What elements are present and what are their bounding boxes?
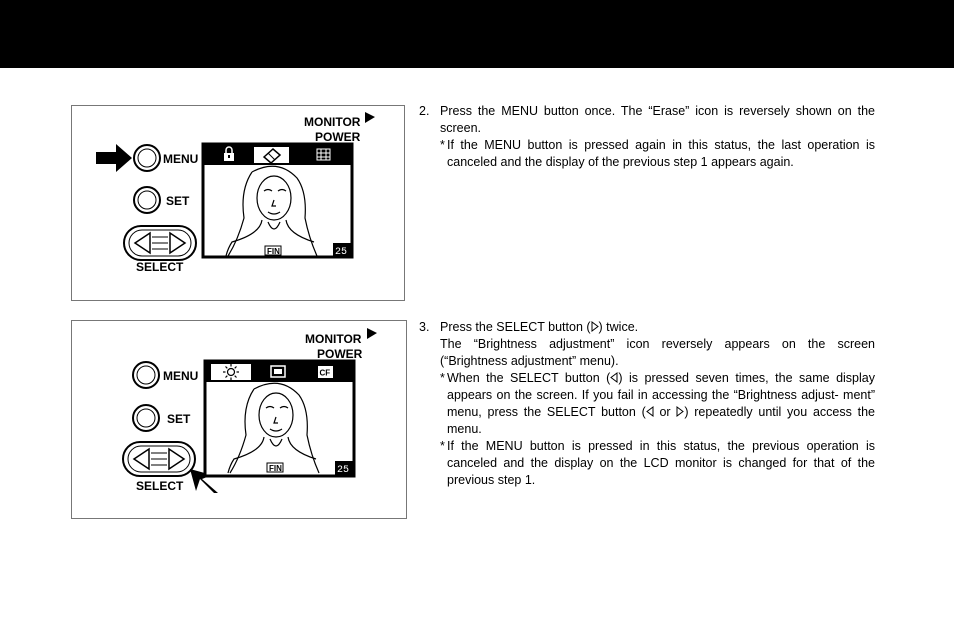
camera-diagram-2 [72,321,408,520]
select-left-icon [134,449,149,469]
step-text: Press the SELECT button ( ) twice. [440,320,639,334]
step-text: Press the MENU button once. The “Erase” icon is reversely shown on the screen. [440,104,875,135]
step-note-1: * When the SELECT button ( ) is pressed seven times, the same display appears on the screen. If you fail in accessing the “Brightness adjust- ment” menu, press the SELECT button ( or ) repeatedly until you access the menu. [440,371,875,436]
lcd-screen [203,144,352,258]
select-right-icon [170,233,185,253]
step-2 [419,103,875,171]
top-black-bar [0,0,954,68]
pointer-arrow-icon [96,144,132,172]
set-label: SET [167,412,191,426]
left-triangle-icon [646,406,654,417]
menu-label: MENU [163,369,199,383]
monitor-label: MONITOR [305,332,362,346]
monitor-arrow-icon [367,328,377,339]
step-number: 3. [419,320,430,334]
set-label: SET [166,194,190,208]
step-description: The “Brightness adjustment” icon reversely appears on the screen (“Brightness adjustment” menu). [440,337,875,368]
frame-counter: 25 [337,465,350,476]
power-label: POWER [315,130,361,144]
figure-brightness-menu [71,320,407,519]
select-right-icon [169,449,184,469]
select-label: SELECT [136,260,184,274]
right-triangle-icon [591,321,599,332]
step-3 [419,319,875,489]
cf-card-icon [318,366,333,378]
lcd-screen [205,361,354,476]
select-label: SELECT [136,479,184,493]
select-left-icon [135,233,150,253]
svg-text:CF: CF [319,368,331,378]
monitor-label: MONITOR [304,115,361,129]
power-label: POWER [317,347,363,361]
fin-badge: FIN [269,464,282,473]
step-number: 2. [419,104,430,118]
fin-badge: FIN [267,247,280,256]
monitor-arrow-icon [365,112,375,123]
step-note-2: * If the MENU button is pressed in this status, the previous operation is canceled and the display on the LCD monitor is changed for that of the previous step 1. [440,439,875,487]
camera-diagram-1 [72,106,406,302]
select-button[interactable] [123,442,195,476]
step-note: * If the MENU button is pressed again in this status, the last operation is canceled and the display of the previous step 1 appears again. [440,138,875,169]
select-button[interactable] [124,226,196,260]
figure-menu-erase [71,105,405,301]
frame-counter: 25 [335,247,348,258]
menu-label: MENU [163,152,199,166]
